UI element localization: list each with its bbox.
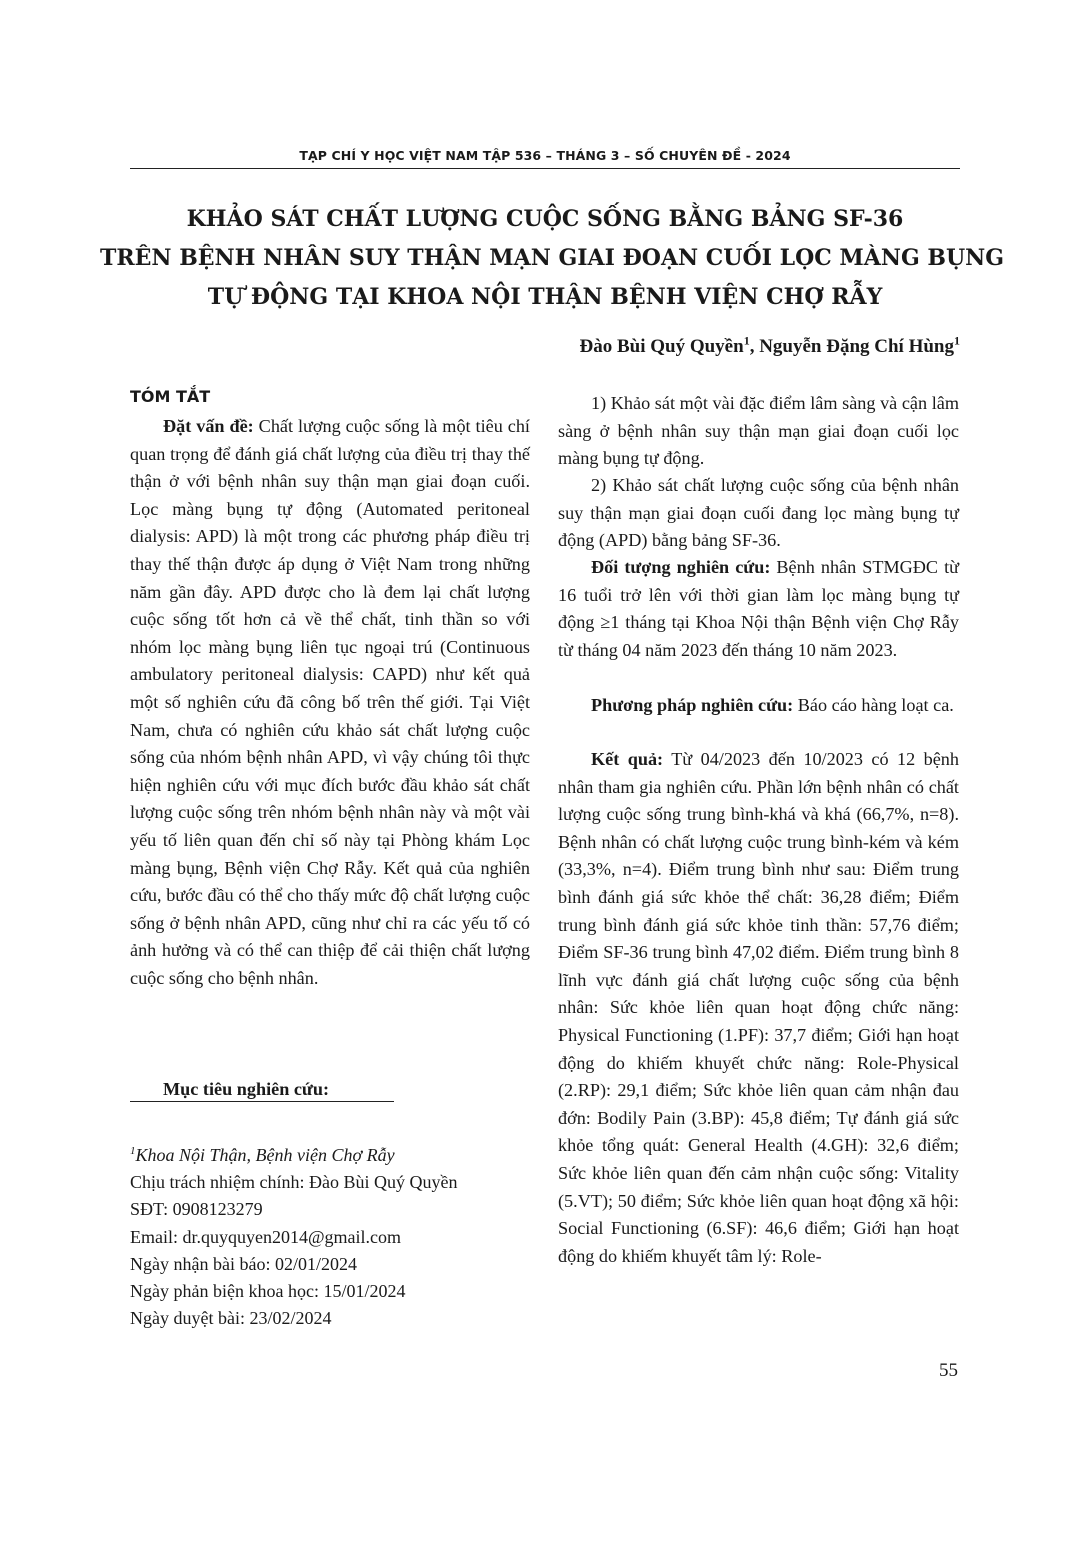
objective-1: 1) Khảo sát một vài đặc điểm lâm sàng và cận lâm sàng ở bệnh nhân suy thận mạn giai đoạn cuối lọc màng bụng tự động. <box>558 393 959 469</box>
author-separator: , <box>749 336 760 357</box>
subjects-text: Bệnh nhân STMGĐC từ 16 tuổi trở lên với thời gian làm lọc màng bụng tự động ≥1 tháng tại Khoa Nội thận Bệnh viện Chợ Rẫy từ tháng 04 năm 2023 đến tháng 10 năm 2023. <box>558 557 959 660</box>
methods-label: Phương pháp nghiên cứu: <box>591 695 794 715</box>
footnote-accepted: Ngày duyệt bài: 23/02/2024 <box>130 1308 332 1329</box>
results-paragraph <box>558 746 959 1270</box>
background-paragraph <box>130 413 530 992</box>
results-text: Từ 04/2023 đến 10/2023 có 12 bệnh nhân tham gia nghiên cứu. Phần lớn bệnh nhân có chất lượng cuộc sống trung bình-khá và khá (66,7%, n=8). Bệnh nhân có chất lượng cuộc trung bình-kém và kém (33,3%, n=4). Điểm trung bình như sau: Điểm trung bình đánh giá sức khỏe thể chất: 36,28 điểm; Điểm trung bình đánh giá sức khỏe tinh thần: 57,76 điểm; Điểm SF-36 trung bình 47,02 điểm. Điểm trung bình 8 lĩnh vực đánh giá chất lượng cuộc sống của bệnh nhân: Sức khỏe liên quan hoạt động chức năng: Physical Functioning (1.PF): 37,7 điểm; Giới hạn hoạt động do khiếm khuyết chức năng: Role-Physical (2.RP): 29,1 điểm; Sức khỏe liên quan cảm nhận đau đớn: Bodily Pain (3.BP): 45,8 điểm; Tự đánh giá sức khỏe tổng quát: General Health (4.GH): 32,6 điểm; Sức khỏe liên quan đến cảm nhận cuộc sống: Vitality (5.VT); 50 điểm; Sức khỏe liên quan hoạt động xã hội: Social Functioning (6.SF): 46,6 điểm; Giới hạn hoạt động do khiếm khuyết tâm lý: Role- <box>558 749 959 1266</box>
objectives-paragraph <box>130 1076 530 1104</box>
background-text: Chất lượng cuộc sống là một tiêu chí quan trọng để đánh giá chất lượng của điều trị thay thế thận ở với bệnh nhân suy thận mạn giai đoạn cuối. Lọc màng bụng tự động (Automated peritoneal dialysis: APD) là một trong các phương pháp điều trị thay thế thận được áp dụng ở Việt Nam trong những năm gần đây. APD được cho là đem lại chất lượng cuộc sống tốt hơn cả về thể chất, tinh thần so với nhóm lọc màng bụng liên tục ngoại trú (Continuous ambulatory peritoneal dialysis: CAPD) như kết quả một số nghiên cứu đã công bố trên thế giới. Tại Việt Nam, chưa có nghiên cứu khảo sát chất lượng cuộc sống của nhóm bệnh nhân APD, vì vậy chúng tôi thực hiện nghiên cứu với mục đích bước đầu khảo sát chất lượng cuộc sống trên nhóm bệnh nhân này và một vài yếu tố liên quan đến chỉ số này tại Phòng khám Lọc màng bụng, Bệnh viện Chợ Rẫy. Kết quả của nghiên cứu, bước đầu có thể cho thấy mức độ chất lượng cuộc sống ở bệnh nhân APD, cũng như chỉ ra các yếu tố có ảnh hưởng và có thể can thiệp để cải thiện chất lượng cuộc sống cho bệnh nhân. <box>130 416 530 988</box>
footnote-affiliation-marker: 1 <box>130 1145 136 1157</box>
subjects-paragraph <box>558 554 959 664</box>
methods-paragraph <box>558 692 959 720</box>
abstract-heading: TÓM TẮT <box>130 387 211 406</box>
footnote-block <box>130 1142 550 1332</box>
footnote-email: Email: dr.quyquyen2014@gmail.com <box>130 1226 402 1247</box>
methods-text: Báo cáo hàng loạt ca. <box>793 695 954 715</box>
header-divider <box>130 168 960 169</box>
footnote-affiliation <box>130 1142 550 1169</box>
title-line-1: KHẢO SÁT CHẤT LƯỢNG CUỘC SỐNG BẰNG BẢNG SF-36 <box>186 206 904 232</box>
author-1: Đào Bùi Quý Quyền <box>579 336 744 357</box>
author-list <box>579 333 961 358</box>
author-2-affiliation: 1 <box>954 333 960 348</box>
footnote-corresponding: Chịu trách nhiệm chính: Đào Bùi Quý Quyền <box>130 1172 458 1193</box>
footnote-divider <box>130 1101 394 1102</box>
objective-2: 2) Khảo sát chất lượng cuộc sống của bệnh nhân suy thận mạn giai đoạn cuối đang lọc màng bụng tự động (APD) bằng bảng SF-36. <box>558 475 959 551</box>
results-label: Kết quả: <box>591 749 664 769</box>
footnote-reviewed: Ngày phản biện khoa học: 15/01/2024 <box>130 1281 406 1302</box>
title-line-3: TỰ ĐỘNG TẠI KHOA NỘI THẬN BỆNH VIỆN CHỢ RẪY <box>207 284 883 310</box>
background-label: Đặt vấn đề: <box>163 416 254 436</box>
author-2: Nguyễn Đặng Chí Hùng <box>759 336 954 357</box>
objectives-label: Mục tiêu nghiên cứu: <box>163 1079 330 1099</box>
journal-header: TẠP CHÍ Y HỌC VIỆT NAM TẬP 536 – THÁNG 3 – SỐ CHUYÊN ĐỀ - 2024 <box>299 148 791 163</box>
page-number: 55 <box>939 1360 958 1381</box>
footnote-phone: SĐT: 0908123279 <box>130 1199 263 1220</box>
footnote-received: Ngày nhận bài báo: 02/01/2024 <box>130 1253 357 1274</box>
author-1-affiliation: 1 <box>743 333 750 348</box>
footnote-affiliation-text: Khoa Nội Thận, Bệnh viện Chợ Rẫy <box>135 1145 395 1165</box>
subjects-label: Đối tượng nghiên cứu: <box>591 557 771 577</box>
title-line-2: TRÊN BỆNH NHÂN SUY THẬN MẠN GIAI ĐOẠN CUỐI LỌC MÀNG BỤNG <box>100 245 1005 271</box>
article-title <box>100 200 1005 317</box>
